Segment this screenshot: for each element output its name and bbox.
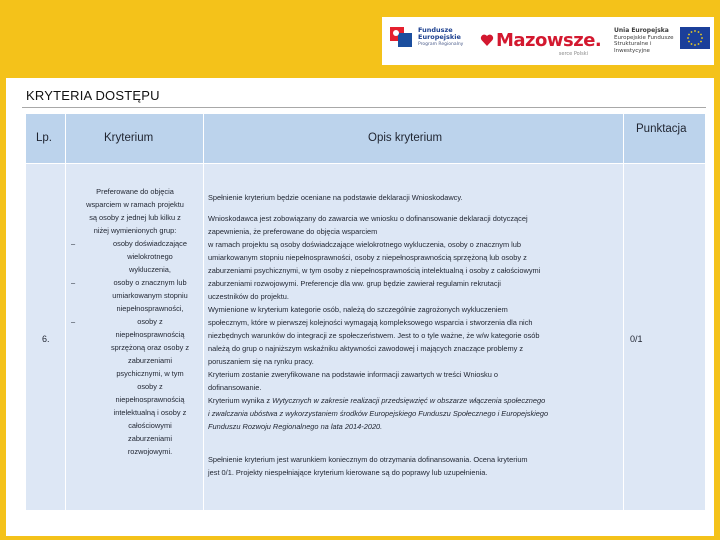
opis-line: w ramach projektu są osoby doświadczające wielokrotnego wykluczenia, osoby o znacznym lub — [208, 240, 522, 249]
yellow-right-stripe — [714, 78, 720, 540]
body-cell-opis — [204, 164, 624, 511]
kryterium-intro-line: Preferowane do objęcia — [96, 187, 174, 196]
kryterium-list-item: – osoby o znacznym lub umiarkowanym stopniu niepełnosprawności, — [71, 278, 188, 313]
opis-line: społecznym, które w pierwszej kolejności wymagają kompleksowego wsparcia i stworzenia dla nich — [208, 318, 533, 327]
column-header-lp: Lp. — [36, 132, 52, 144]
opis-line: zapewnienia, że preferowane do objęcia wsparciem — [208, 227, 378, 236]
opis-text — [208, 191, 622, 479]
list-dash: – — [71, 317, 76, 326]
opis-source-title: Funduszu Rozwoju Regionalnego na lata 2014-2020. — [208, 422, 383, 431]
column-header-opis: Opis kryterium — [368, 132, 443, 144]
body-cell-lp — [26, 164, 66, 511]
kryterium-intro-line: wsparciem w ramach projektu — [86, 200, 184, 209]
yellow-left-stripe — [0, 78, 6, 540]
fe-logo-line: Europejskie — [418, 33, 461, 41]
header-cell-opis — [204, 114, 624, 164]
list-dash: – — [71, 239, 76, 248]
opis-source-title: i zwalczania ubóstwa z wykorzystaniem środków Europejskiego Funduszu Społecznego i Europejskiego — [208, 409, 549, 418]
kryterium-intro-line: są osoby z jednej lub kilku z — [89, 213, 181, 222]
header-cell-punktacja — [624, 114, 706, 164]
fundusze-europejskie-mark-icon — [390, 27, 414, 51]
opis-source-prefix: Kryterium wynika z — [208, 396, 273, 405]
opis-line: niezbędnych warunków do integracji ze społeczeństwem. Jest to o tyle ważne, że w/w kategorie osób — [208, 331, 540, 340]
logo-bar — [382, 17, 714, 65]
page-title: KRYTERIA DOSTĘPU — [26, 88, 160, 103]
yellow-bottom-stripe — [0, 536, 720, 540]
opis-line — [208, 394, 622, 407]
score-value: 0/1 — [630, 334, 643, 344]
mazowsze-tagline: serce Polski — [558, 51, 588, 57]
mazowsze-logo — [480, 23, 602, 59]
opis-line: Wymienione w kryterium kategorie osób, należą do szczególnie zagrożonych wykluczeniem — [208, 305, 508, 314]
opis-source-title: Wytycznych w zakresie realizacji przedsięwzięć w obszarze włączenia społecznego — [272, 396, 546, 405]
opis-line: zaburzeniami psychicznymi, w tym osoby z niepełnosprawnością intelektualną i osoby z całościowymi — [208, 266, 541, 275]
opis-line: uczestników do projektu. — [208, 292, 289, 301]
mazowsze-heart-icon — [480, 33, 494, 47]
fundusze-europejskie-logo — [390, 25, 482, 57]
opis-paragraph-1: Spełnienie kryterium będzie oceniane na podstawie deklaracji Wnioskodawcy. — [208, 193, 463, 202]
fe-logo-sub: Program Regionalny — [418, 42, 464, 47]
column-header-kryterium: Kryterium — [104, 132, 154, 144]
kryterium-intro-line: niżej wymienionych grup: — [93, 226, 177, 235]
eu-logo-title: Unia Europejska — [614, 27, 669, 34]
opis-line: poruszaniem się na rynku pracy. — [208, 357, 314, 366]
opis-line: dofinansowanie. — [208, 383, 262, 392]
list-dash: – — [71, 278, 76, 287]
eu-flag-icon — [680, 27, 710, 49]
unia-europejska-logo — [614, 25, 712, 57]
header-cell-lp — [26, 114, 66, 164]
opis-line: jest 0/1. Projekty niespełniające kryterium kierowane są do poprawy lub uzupełnienia. — [208, 468, 488, 477]
opis-line: Spełnienie kryterium jest warunkiem koniecznym do otrzymania dofinansowania. Ocena kryterium — [208, 455, 528, 464]
kryterium-text — [71, 185, 199, 458]
kryterium-list-item: – osoby z niepełnosprawnością sprzężoną oraz osoby z zaburzeniami psychicznymi, w tym osoby z niepełnosprawnością intelektualną i osoby z całościowymi zaburzeniami rozwojowymi. — [71, 317, 190, 456]
eu-logo-sub: Strukturalne i Inwestycyjne — [614, 41, 652, 54]
fe-logo-line: Fundusze — [418, 26, 453, 34]
title-divider — [22, 107, 706, 108]
opis-line: Kryterium zostanie zweryfikowane na podstawie informacji zawartych w treści Wniosku o — [208, 370, 498, 379]
column-header-punktacja: Punktacja — [636, 123, 687, 135]
body-cell-kryterium — [66, 164, 204, 511]
mazowsze-wordmark: Mazowsze. — [496, 30, 602, 51]
header-cell-kryterium — [66, 114, 204, 164]
criteria-table — [26, 114, 706, 511]
opis-line: należą do grup o najniższym wskaźniku aktywności zawodowej i mających znaczące problemy z — [208, 344, 524, 353]
eu-logo-sub: Europejskie Fundusze — [614, 34, 674, 41]
body-cell-punktacja — [624, 164, 706, 511]
kryterium-list-item: – osoby doświadczające wielokrotnego wykluczenia, — [71, 239, 187, 274]
row-number: 6. — [42, 334, 50, 344]
opis-line: zaburzeniami rozwojowymi. Preferencje dla ww. grup będzie zawierał regulamin rekrutacji — [208, 279, 501, 288]
opis-line: umiarkowanym stopniu niepełnosprawności, osoby z niepełnosprawnością sprzężoną lub osoby z — [208, 253, 527, 262]
opis-line: Wnioskodawca jest zobowiązany do zawarcia we wniosku o dofinansowanie deklaracji dotyczącej — [208, 214, 528, 223]
